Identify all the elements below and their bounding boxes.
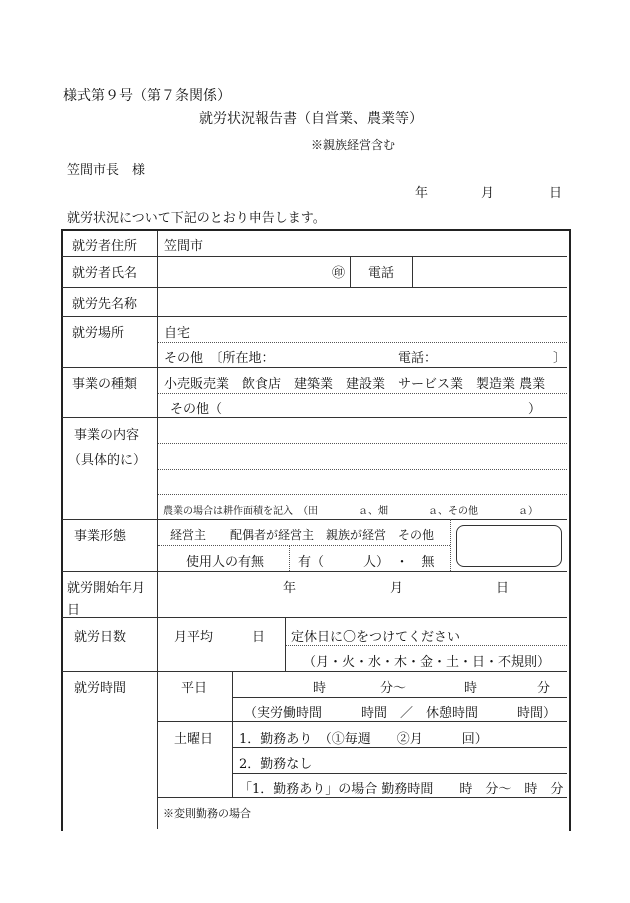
work-hours-label: 就労時間: [74, 681, 127, 696]
workplace-name-label: 就労先名称: [72, 297, 138, 312]
row-line: [62, 287, 567, 288]
row-line: [62, 617, 567, 618]
monthly-average[interactable]: 月平均 日: [174, 630, 266, 645]
location-label: 就労場所: [72, 326, 125, 341]
row-dotted-line: [158, 545, 450, 546]
row-line: [62, 571, 567, 572]
start-date-label-cont: 日: [67, 603, 81, 618]
business-content-label: 事業の内容: [74, 428, 140, 443]
seal-mark: ㊞: [332, 266, 346, 281]
row-dotted-line: [158, 393, 567, 394]
weekday-minute-start: 分～: [380, 681, 407, 696]
employees-label: 使用人の有無: [186, 555, 265, 570]
row-dotted-line: [158, 443, 567, 444]
location-other-phone: 電話：: [398, 351, 438, 366]
row-line: [232, 773, 567, 774]
business-type-other[interactable]: その他（: [170, 402, 223, 417]
row-line: [158, 797, 567, 798]
start-date-label: 就労開始年月: [67, 581, 146, 596]
seal-divider: [350, 256, 351, 287]
location-other-close: 〕: [553, 351, 567, 366]
saturday-option-2[interactable]: 2．勤務なし: [239, 757, 313, 772]
hours-divider: [232, 671, 233, 797]
weekday-minute-end: 分: [537, 681, 551, 696]
work-days-label: 就労日数: [74, 630, 127, 645]
business-form-label: 事業形態: [74, 529, 127, 544]
actual-hours[interactable]: （実労働時間 時間 ／ 休憩時間 時間）: [244, 706, 557, 721]
saturday-option-1[interactable]: 1．勤務あり （①毎週 ②月 回）: [239, 732, 488, 747]
row-dotted-line: [158, 494, 567, 495]
business-content-sublabel: （具体的に）: [68, 453, 147, 468]
date-year: 年: [415, 186, 429, 201]
row-line: [158, 721, 567, 722]
row-line: [62, 671, 567, 672]
location-other[interactable]: その他 〔所在地：: [164, 351, 275, 366]
title-note: ※親族経営含む: [311, 138, 396, 152]
document-title: 就労状況報告書（自営業、農業等）: [199, 111, 423, 127]
row-dotted-line: [158, 342, 567, 343]
name-label: 就労者氏名: [72, 266, 138, 281]
date-month: 月: [481, 186, 495, 201]
business-type-other-close: ）: [528, 402, 542, 417]
weekday-hour-start: 時: [313, 681, 327, 696]
start-month: 月: [390, 581, 404, 596]
weekday-label: 平日: [181, 681, 208, 696]
farm-area-note: 農業の場合は耕作面積を記入 （田 ａ、畑 ａ、その他 ａ）: [163, 506, 538, 517]
address-label: 就労者住所: [72, 239, 138, 254]
row-line: [62, 256, 567, 257]
row-line: [62, 519, 567, 520]
date-day: 日: [549, 186, 563, 201]
phone-divider: [412, 256, 413, 287]
intro-text: 就労状況について下記のとおり申告します。: [67, 211, 326, 226]
business-type-options[interactable]: 小売販売業 飲食店 建築業 建設業 サービス業 製造業 農業: [164, 377, 546, 392]
weekday-choices[interactable]: （月・火・水・木・金・土・日・不規則）: [303, 655, 551, 670]
row-line: [62, 316, 567, 317]
row-dotted-line: [158, 469, 567, 470]
row-line: [62, 417, 567, 418]
form-other-divider: [450, 519, 451, 571]
saturday-label: 土曜日: [174, 732, 214, 747]
start-day: 日: [496, 581, 510, 596]
employees-choice[interactable]: 有（ 人） ・ 無: [298, 555, 435, 570]
address-value[interactable]: 笠間市: [164, 239, 204, 254]
label-column-divider: [157, 231, 158, 829]
days-divider: [285, 617, 286, 671]
row-dotted-line: [286, 645, 567, 646]
other-bracket: [456, 525, 562, 567]
form-number: 様式第９号（第７条関係）: [63, 88, 231, 104]
location-home[interactable]: 自宅: [164, 326, 191, 341]
row-line: [62, 367, 567, 368]
weekday-hour-end: 時: [464, 681, 478, 696]
holiday-note: 定休日に〇をつけてください: [291, 630, 461, 645]
employee-divider: [289, 545, 290, 571]
business-type-label: 事業の種類: [72, 377, 138, 392]
addressee: 笠間市長 様: [67, 163, 146, 178]
start-year: 年: [283, 581, 297, 596]
saturday-work-hours[interactable]: 「1．勤務あり」の場合 勤務時間 時 分～ 時 分: [239, 782, 564, 797]
phone-label: 電話: [368, 266, 395, 281]
business-form-options[interactable]: 経営主 配偶者が経営主 親族が経営 その他: [170, 528, 435, 542]
irregular-note: ※変則勤務の場合: [163, 807, 251, 820]
row-line: [232, 697, 567, 698]
row-line: [232, 747, 567, 748]
